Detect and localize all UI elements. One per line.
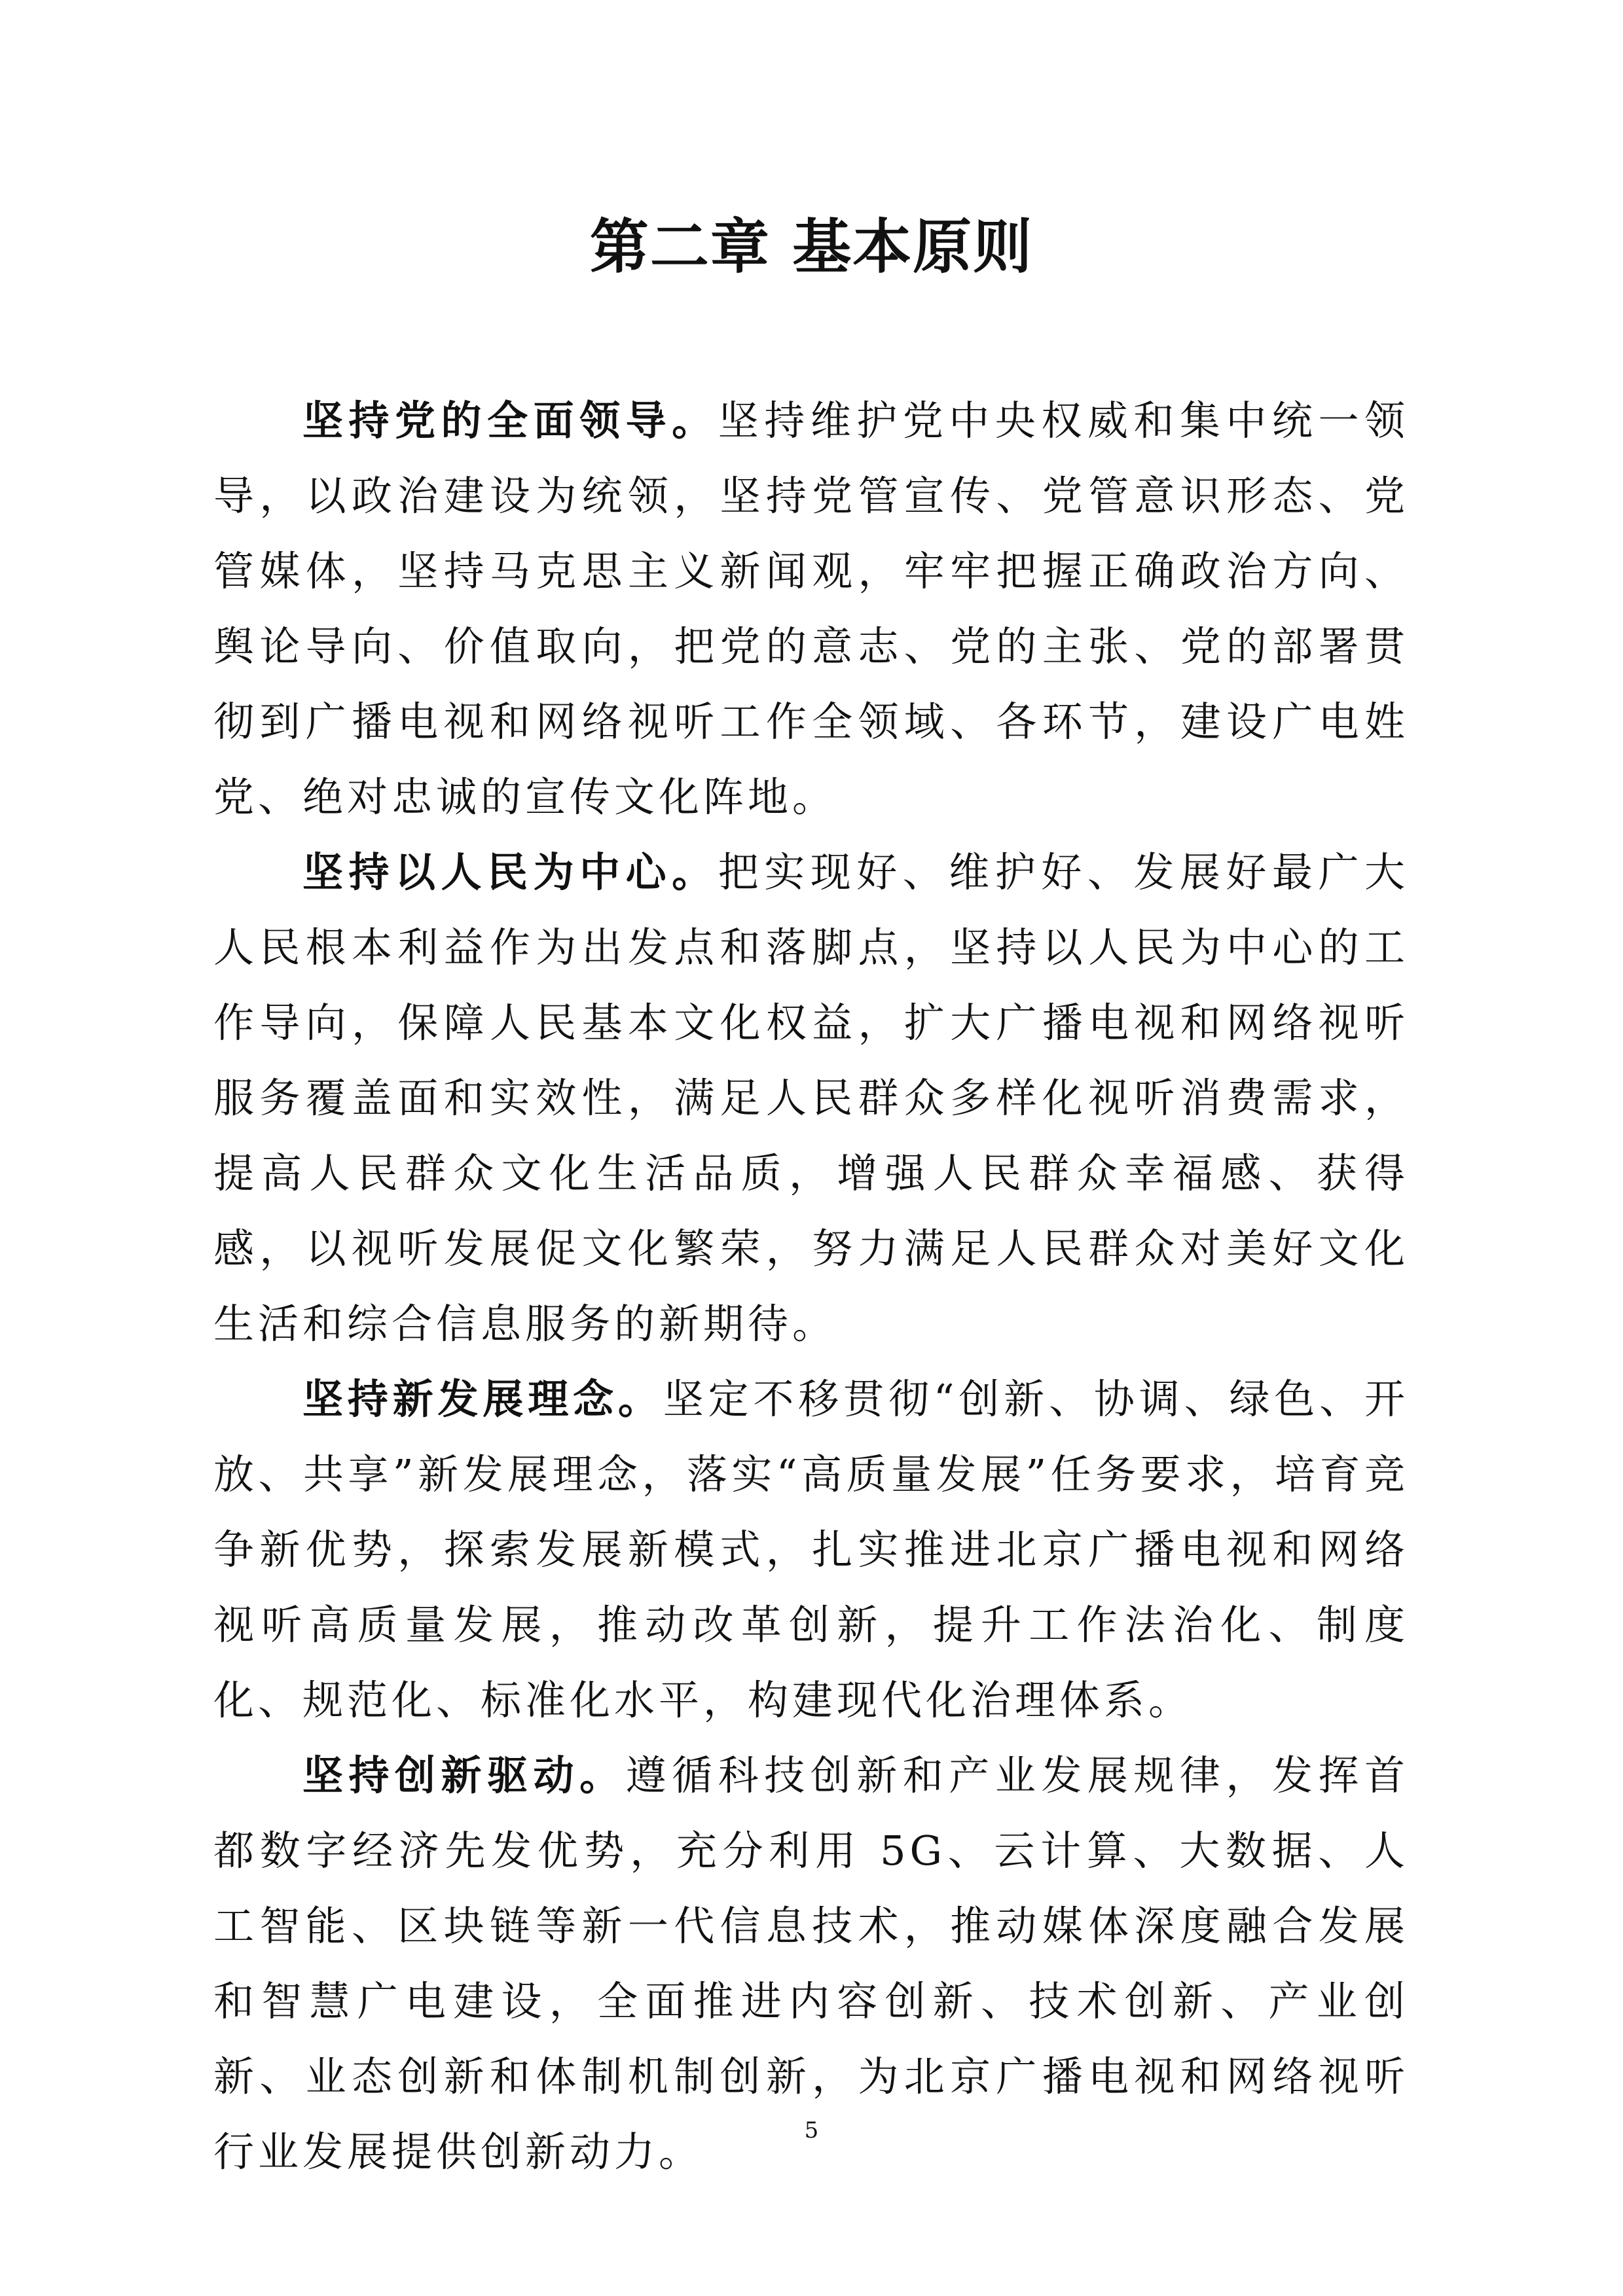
page-number: 5 — [804, 2117, 819, 2144]
chapter-title: 第二章 基本原则 — [589, 213, 1034, 281]
principle-text: 把实现好、维护好、发展好最广大人民根本利益作为出发点和落脚点，坚持以人民为中心的工作导向，保障人民基本文化权益，扩大广播电视和网络视听服务覆盖面和实效性，满足人民群众多样化视听消费需求，提高人民群众文化生活品质，增强人民群众幸福感、获得感，以视听发展促文化繁荣，努力满足人民群众对美好文化生活和综合信息服务的新期待。 — [213, 848, 1409, 1348]
principle-heading: 坚持创新驱动。 — [302, 1751, 626, 1799]
principle-text: 坚定不移贯彻“创新、协调、绿色、开放、共享”新发展理念，落实“高质量发展”任务要求，培育竞争新优势，探索发展新模式，扎实推进北京广播电视和网络视听高质量发展，推动改革创新，提升工作法治化、制度化、规范化、标准化水平，构建现代化治理体系。 — [213, 1375, 1409, 1724]
document-body — [213, 383, 1409, 2189]
principle-heading: 坚持党的全面领导。 — [302, 397, 718, 444]
principle-text: 坚持维护党中央权威和集中统一领导，以政治建设为统领，坚持党管宣传、党管意识形态、党管媒体，坚持马克思主义新闻观，牢牢把握正确政治方向、舆论导向、价值取向，把党的意志、党的主张、党的部署贯彻到广播电视和网络视听工作全领域、各环节，建设广电姓党、绝对忠诚的宣传文化阵地。 — [213, 397, 1409, 821]
principle-heading: 坚持以人民为中心。 — [302, 848, 718, 896]
principle-paragraph-people-centered — [213, 834, 1409, 1361]
principle-text: 遵循科技创新和产业发展规律，发挥首都数字经济先发优势，充分利用 5G、云计算、大数据、人工智能、区块链等新一代信息技术，推动媒体深度融合发展和智慧广电建设，全面推进内容创新、技术创新、产业创新、业态创新和体制机制创新，为北京广播电视和网络视听行业发展提供创新动力。 — [213, 1751, 1409, 2176]
principle-paragraph-new-development — [213, 1361, 1409, 1738]
principle-heading: 坚持新发展理念。 — [302, 1375, 663, 1423]
principle-paragraph-party-leadership — [213, 383, 1409, 834]
